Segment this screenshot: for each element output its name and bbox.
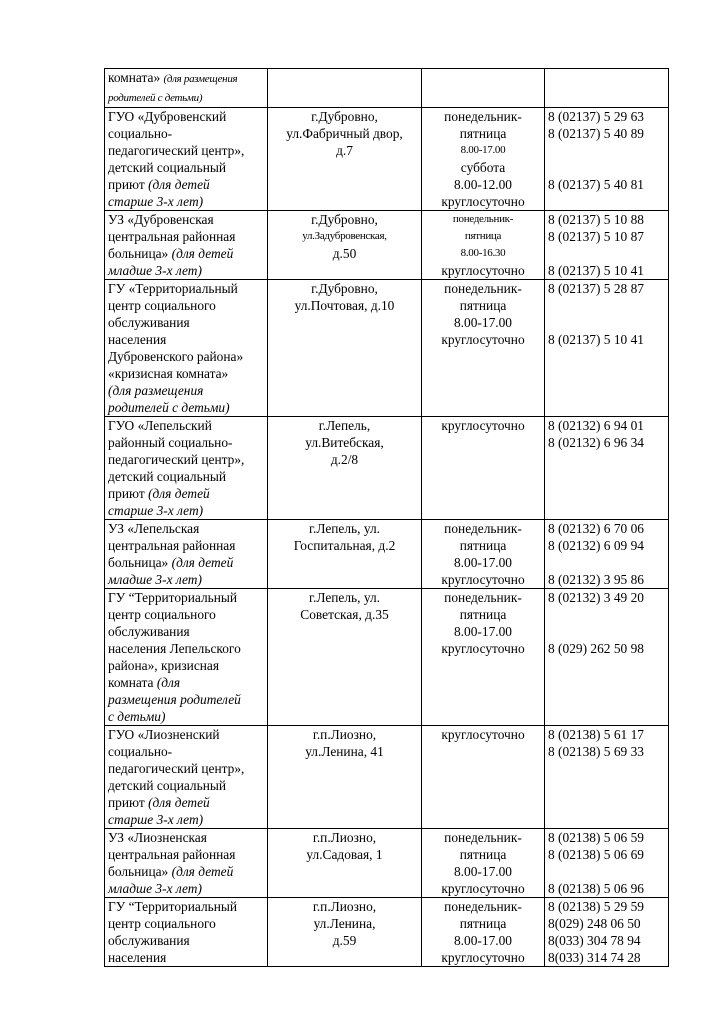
phone-number: 8 (02138) 5 06 96	[548, 881, 644, 896]
name-text: комната»	[108, 70, 164, 85]
name-line: обслуживания	[108, 315, 190, 330]
table-row	[105, 417, 669, 520]
name-line: ГУ “Территориальный	[108, 899, 238, 914]
name-line: приют	[108, 795, 149, 810]
name-note: с детьми)	[108, 709, 166, 724]
address-line: ул.Ленина,	[313, 916, 376, 931]
hours-cell	[422, 211, 545, 280]
table-row	[105, 69, 669, 108]
phone-number: 8(033) 314 74 28	[548, 950, 641, 965]
hours-cell	[422, 280, 545, 417]
hours-line: 8.00-17.00	[453, 933, 513, 948]
hours-line: понедельник-	[452, 213, 514, 225]
hours-line: пятница	[459, 538, 507, 553]
name-line: педагогический центр»,	[108, 761, 245, 776]
name-line: комната	[108, 675, 157, 690]
address-line: д.7	[336, 143, 353, 158]
name-line: приют	[108, 177, 149, 192]
name-line: педагогический центр»,	[108, 452, 245, 467]
phone-number: 8 (02138) 5 61 17	[548, 727, 644, 742]
hours-line: 8.00-12.00	[453, 177, 513, 192]
hours-line: круглосуточно	[441, 641, 525, 656]
address-cell	[268, 211, 422, 280]
hours-line: пятница	[459, 126, 507, 141]
hours-cell	[422, 108, 545, 211]
hours-line: круглосуточно	[441, 194, 525, 209]
table-row	[105, 211, 669, 280]
name-line: обслуживания	[108, 624, 190, 639]
name-line: детский социальный	[108, 160, 227, 175]
phone-number: 8 (02132) 6 70 06	[548, 521, 644, 536]
hours-line: круглосуточно	[441, 881, 525, 896]
name-note: родителей с детьми)	[108, 400, 230, 415]
address-line: д.50	[332, 246, 357, 261]
phone-number: 8 (02138) 5 06 59	[548, 830, 644, 845]
hours-line: пятница	[459, 847, 507, 862]
phone-number: 8 (02137) 5 10 88	[548, 212, 644, 227]
address-line: д.59	[332, 933, 357, 948]
address-line: г.п.Лиозно,	[312, 727, 377, 742]
hours-line: круглосуточно	[441, 727, 525, 742]
name-note: (для размещения	[108, 383, 204, 398]
address-cell	[268, 280, 422, 417]
hours-cell	[422, 726, 545, 829]
institution-name-cell	[105, 589, 268, 726]
name-line: центр социального	[108, 298, 216, 313]
hours-cell	[422, 520, 545, 589]
name-note: младше 3-х лет)	[108, 263, 202, 278]
table-row	[105, 589, 669, 726]
name-line: УЗ «Лиозненская	[108, 830, 207, 845]
table-row	[105, 726, 669, 829]
phones-cell	[545, 520, 669, 589]
address-line: г.п.Лиозно,	[312, 830, 377, 845]
hours-line: 8.00-17.00	[453, 555, 513, 570]
address-line: г.Лепель,	[318, 418, 371, 433]
phone-number: 8 (029) 262 50 98	[548, 641, 644, 656]
hours-line: круглосуточно	[441, 332, 525, 347]
name-note: (для	[156, 675, 181, 690]
name-line: центральная районная	[108, 847, 236, 862]
name-line: Дубровенского района»	[108, 349, 244, 364]
hours-cell	[422, 898, 545, 967]
hours-line: круглосуточно	[441, 418, 525, 433]
phones-cell	[545, 108, 669, 211]
address-cell	[268, 726, 422, 829]
phone-number: 8(029) 248 06 50	[548, 916, 641, 931]
address-line: г.Дубровно,	[311, 212, 378, 227]
phones-cell	[545, 898, 669, 967]
phones-cell	[545, 211, 669, 280]
name-note: (для детей	[148, 177, 210, 192]
address-cell	[268, 108, 422, 211]
name-line: больница»	[108, 555, 172, 570]
phone-number: 8 (02137) 5 10 87	[548, 229, 644, 244]
phone-number: 8 (02132) 6 94 01	[548, 418, 644, 433]
phone-number: 8 (02137) 5 40 81	[548, 177, 644, 192]
hours-line: понедельник-	[444, 281, 522, 296]
table-row	[105, 108, 669, 211]
phone-number: 8 (02138) 5 69 33	[548, 744, 644, 759]
institution-name-cell	[105, 280, 268, 417]
hours-cell	[422, 829, 545, 898]
name-line: района», кризисная	[108, 658, 220, 673]
institution-name-cell	[105, 69, 268, 108]
name-note: (для детей	[171, 555, 234, 570]
name-line: населения	[108, 950, 167, 965]
phone-number: 8 (02137) 5 10 41	[548, 332, 644, 347]
hours-line: понедельник-	[444, 830, 522, 845]
address-cell	[268, 589, 422, 726]
hours-line: понедельник-	[444, 521, 522, 536]
address-line: г.п.Лиозно,	[312, 899, 377, 914]
address-line: ул.Фабричный двор,	[286, 126, 403, 141]
hours-line: круглосуточно	[441, 950, 525, 965]
phone-number: 8 (02138) 5 29 59	[548, 899, 644, 914]
hours-line: 8.00-17.00	[453, 864, 513, 879]
institution-name-cell	[105, 211, 268, 280]
hours-line: пятница	[459, 607, 507, 622]
hours-cell	[422, 589, 545, 726]
institution-name-cell	[105, 417, 268, 520]
phone-number: 8 (02132) 6 96 34	[548, 435, 644, 450]
phone-number: 8 (02137) 5 10 41	[548, 263, 644, 278]
address-line: ул.Ленина, 41	[305, 744, 384, 759]
institution-name-cell	[105, 108, 268, 211]
name-note: (для детей	[171, 246, 234, 261]
name-note: (для размещения родителей с детьми)	[108, 73, 238, 104]
name-line: населения Лепельского	[108, 641, 241, 656]
hours-line: понедельник-	[444, 899, 522, 914]
hours-line: пятница	[464, 230, 502, 242]
table-row	[105, 520, 669, 589]
phone-number: 8 (02138) 5 06 69	[548, 847, 644, 862]
address-line: г.Дубровно,	[311, 109, 378, 124]
hours-line: круглосуточно	[441, 263, 525, 278]
hours-line: пятница	[459, 916, 507, 931]
phones-cell	[545, 417, 669, 520]
hours-line: суббота	[460, 160, 506, 175]
phone-number: 8 (02137) 5 29 63	[548, 109, 644, 124]
hours-line: круглосуточно	[441, 572, 525, 587]
phones-cell	[545, 69, 669, 108]
name-line: населения	[108, 332, 167, 347]
institutions-table	[104, 68, 669, 967]
name-line: УЗ «Лепельская	[108, 521, 200, 536]
name-line: ГУО «Лепельский	[108, 418, 212, 433]
name-line: педагогический центр»,	[108, 143, 245, 158]
hours-line: понедельник-	[444, 590, 522, 605]
phones-cell	[545, 280, 669, 417]
name-line: ГУО «Дубровенский	[108, 109, 227, 124]
address-line: ул.Витебская,	[305, 435, 384, 450]
address-line: Советская, д.35	[300, 607, 389, 622]
hours-line: 8.00-17.00	[453, 315, 513, 330]
name-line: ГУ «Территориальный	[108, 281, 238, 296]
name-line: приют	[108, 486, 149, 501]
hours-cell	[422, 69, 545, 108]
phone-number: 8(033) 304 78 94	[548, 933, 641, 948]
hours-line: 8.00-16.30	[460, 247, 506, 259]
name-line: детский социальный	[108, 469, 227, 484]
address-cell	[268, 898, 422, 967]
address-line: г.Лепель, ул.	[309, 590, 380, 605]
address-line: ул.Садовая, 1	[306, 847, 383, 862]
table-row	[105, 829, 669, 898]
hours-line: 8.00-17.00	[453, 624, 513, 639]
name-note: младше 3-х лет)	[108, 881, 202, 896]
name-note: размещения родителей	[108, 692, 241, 707]
phone-number: 8 (02132) 3 49 20	[548, 590, 644, 605]
institution-name-cell	[105, 726, 268, 829]
name-note: младше 3-х лет)	[108, 572, 202, 587]
name-note: старше 3-х лет)	[108, 812, 204, 827]
address-cell	[268, 417, 422, 520]
address-line: ул.Задубровенская,	[302, 230, 387, 242]
table-row	[105, 898, 669, 967]
phone-number: 8 (02137) 5 40 89	[548, 126, 644, 141]
institution-name-cell	[105, 829, 268, 898]
name-line: ГУО «Лиозненский	[108, 727, 220, 742]
name-line: центр социального	[108, 607, 216, 622]
phone-number: 8 (02137) 5 28 87	[548, 281, 644, 296]
name-line: больница»	[108, 246, 172, 261]
phones-cell	[545, 829, 669, 898]
hours-line: 8.00-17.00	[460, 144, 506, 156]
address-line: Госпитальная, д.2	[293, 538, 396, 553]
name-line: социально-	[108, 126, 173, 141]
name-line: УЗ «Дубровенская	[108, 212, 214, 227]
name-line: центральная районная	[108, 229, 236, 244]
institution-name-cell	[105, 520, 268, 589]
hours-line: понедельник-	[444, 109, 522, 124]
address-cell	[268, 69, 422, 108]
name-note: (для детей	[148, 795, 210, 810]
hours-line: пятница	[459, 298, 507, 313]
name-line: социально-	[108, 744, 173, 759]
address-line: г.Дубровно,	[311, 281, 378, 296]
address-line: д.2/8	[330, 452, 359, 467]
address-line: г.Лепель, ул.	[309, 521, 380, 536]
hours-cell	[422, 417, 545, 520]
address-cell	[268, 829, 422, 898]
name-line: центральная районная	[108, 538, 236, 553]
name-note: (для детей	[148, 486, 210, 501]
table-row	[105, 280, 669, 417]
name-line: детский социальный	[108, 778, 227, 793]
name-note: (для детей	[171, 864, 234, 879]
institution-name-cell	[105, 898, 268, 967]
name-note: старше 3-х лет)	[108, 503, 204, 518]
name-line: районный социально-	[108, 435, 233, 450]
phones-cell	[545, 589, 669, 726]
address-line: ул.Почтовая, д.10	[294, 298, 395, 313]
address-cell	[268, 520, 422, 589]
phones-cell	[545, 726, 669, 829]
phone-number: 8 (02132) 3 95 86	[548, 572, 644, 587]
name-note: старше 3-х лет)	[108, 194, 204, 209]
name-line: ГУ “Территориальный	[108, 590, 238, 605]
name-line: обслуживания	[108, 933, 190, 948]
name-line: центр социального	[108, 916, 216, 931]
name-line: больница»	[108, 864, 172, 879]
name-line: «кризисная комната»	[108, 366, 229, 381]
phone-number: 8 (02132) 6 09 94	[548, 538, 644, 553]
